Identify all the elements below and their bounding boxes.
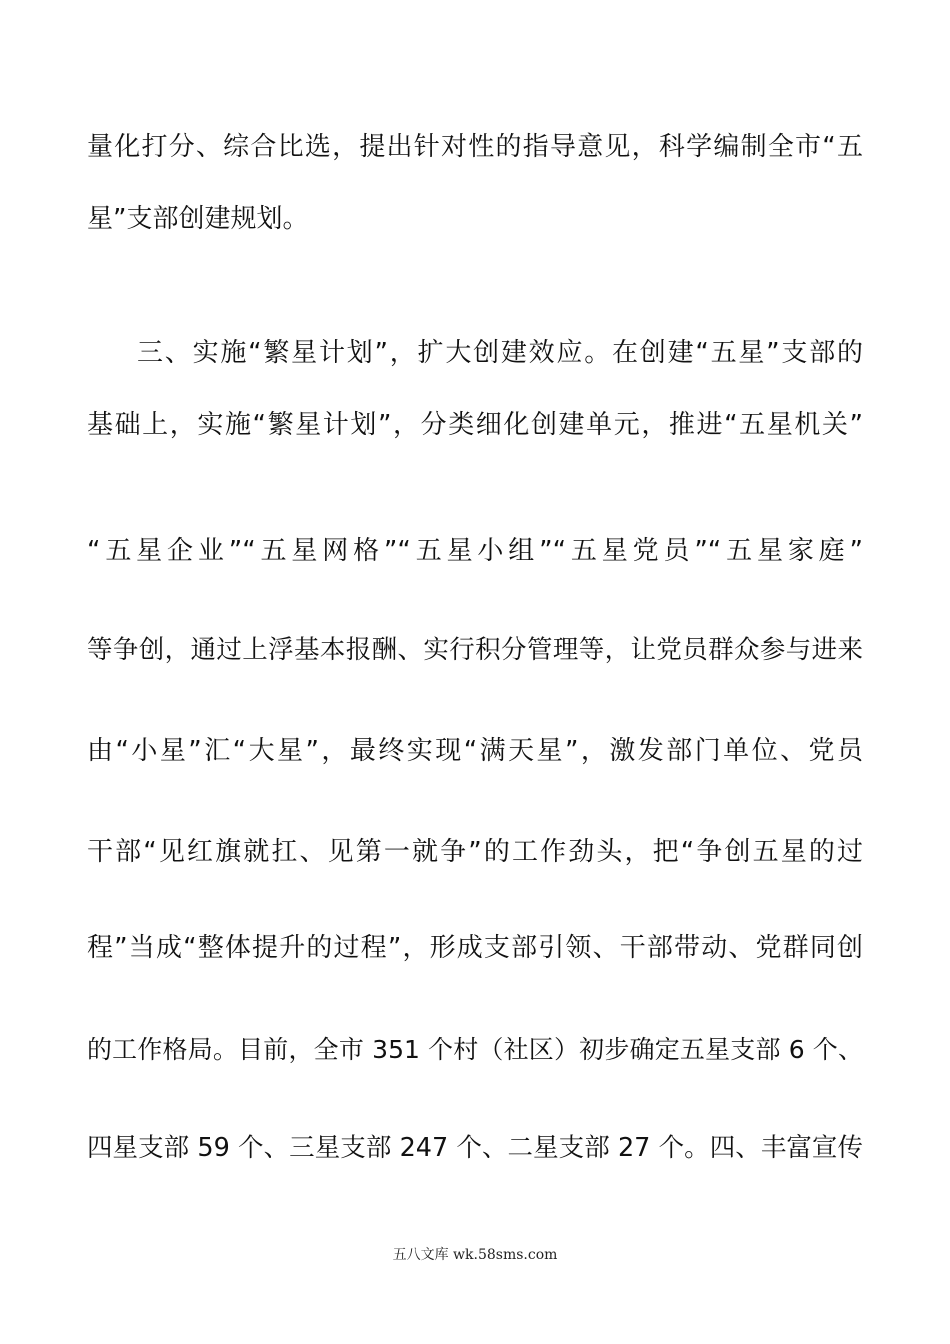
body-text-line-10: 的工作格局。目前，全市 351 个村（社区）初步确定五星支部 6 个、 bbox=[87, 1035, 863, 1064]
body-text-line-3: 三、实施“繁星计划”，扩大创建效应。在创建“五星”支部的 bbox=[137, 338, 863, 368]
body-text-line-9: 程”当成“整体提升的过程”，形成支部引领、干部带动、党群同创 bbox=[87, 933, 863, 963]
body-text-line-7: 由“小星”汇“大星”，最终实现“满天星”，激发部门单位、党员 bbox=[87, 736, 863, 766]
body-text-line-2: 星”支部创建规划。 bbox=[87, 204, 309, 234]
body-text-line-1: 量化打分、综合比选，提出针对性的指导意见，科学编制全市“五 bbox=[87, 132, 863, 162]
footer-watermark: 五八文库 wk.58sms.com bbox=[392, 1247, 558, 1263]
body-text-line-5: “五星企业”“五星网格”“五星小组”“五星党员”“五星家庭” bbox=[87, 536, 863, 566]
body-text-line-4: 基础上，实施“繁星计划”，分类细化创建单元，推进“五星机关” bbox=[87, 410, 863, 440]
body-text-line-6: 等争创，通过上浮基本报酬、实行积分管理等，让党员群众参与进来 bbox=[87, 635, 863, 665]
body-text-line-8: 干部“见红旗就扛、见第一就争”的工作劲头，把“争创五星的过 bbox=[87, 837, 863, 867]
body-text-line-11: 四星支部 59 个、三星支部 247 个、二星支部 27 个。四、丰富宣传 bbox=[87, 1133, 863, 1163]
